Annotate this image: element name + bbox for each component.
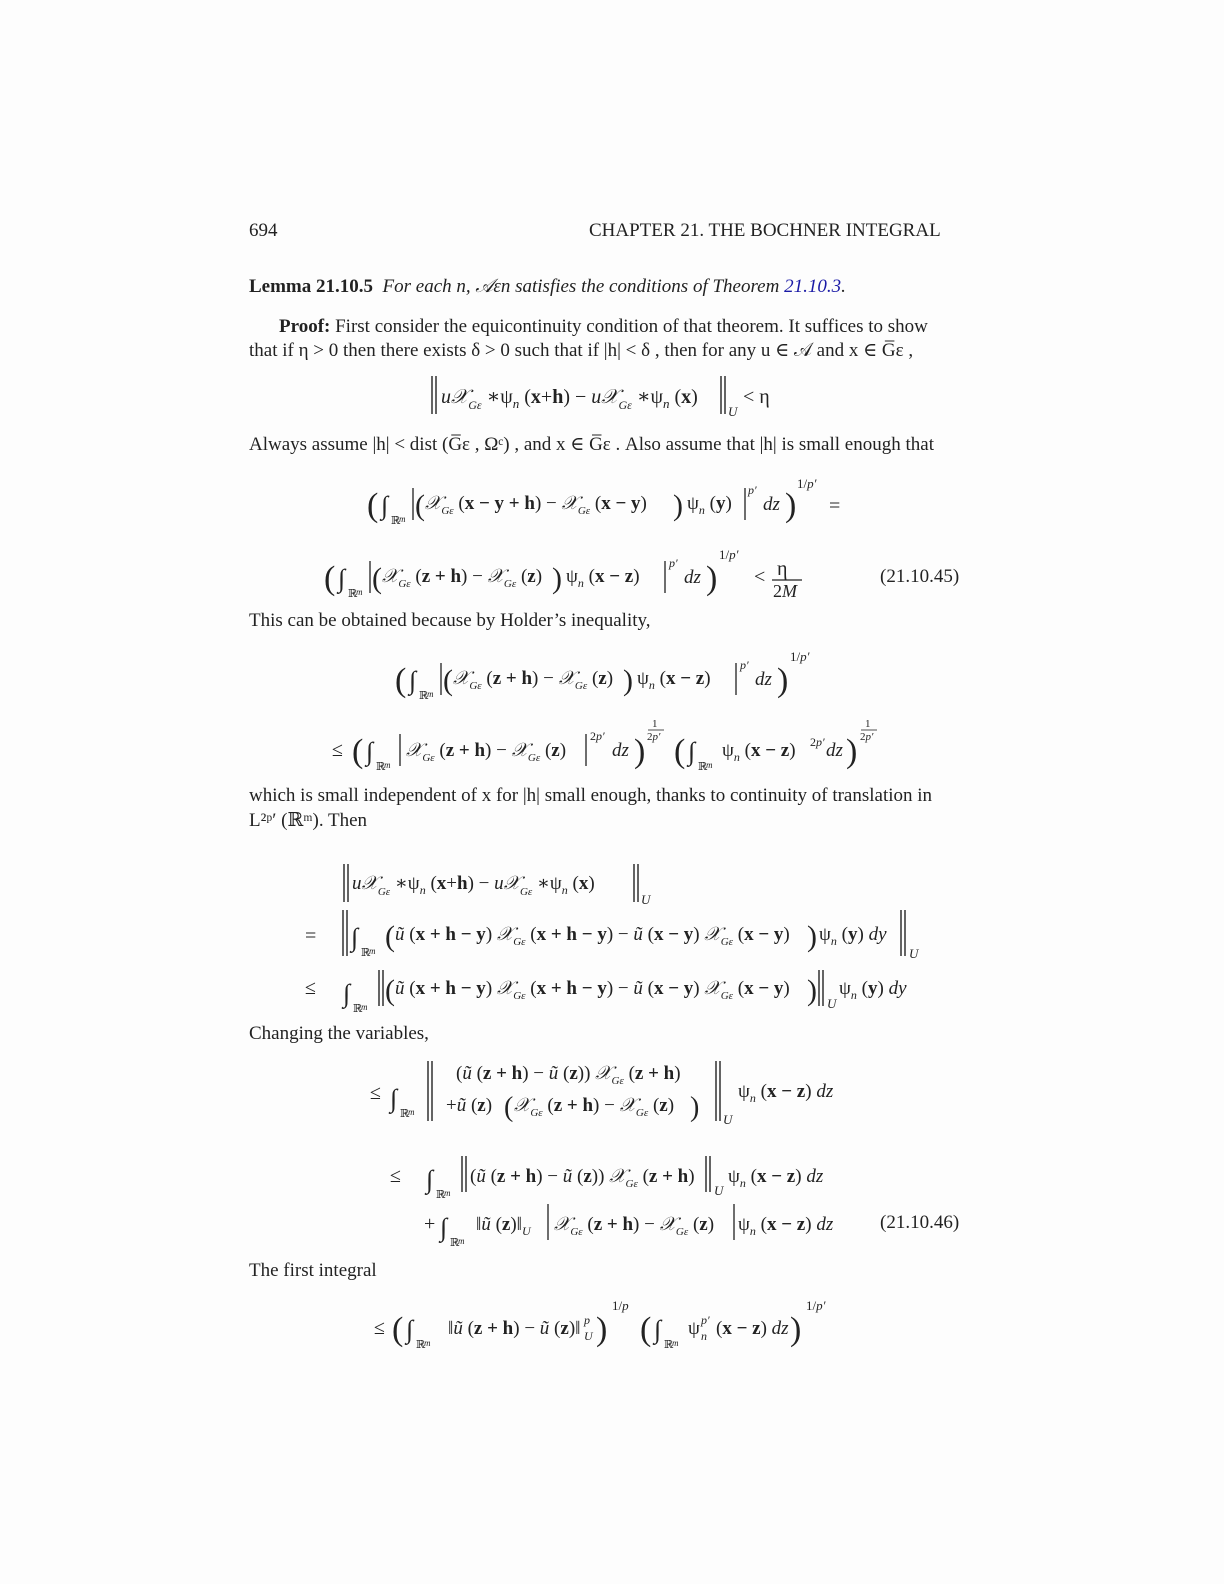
equation-11 [418, 1200, 858, 1252]
svg-text:u𝒳Gε ∗ψn (x+h) − u𝒳Gε ∗ψn (x: u𝒳$_{G\varepsilon}$ $∗\psi_n$ (x+h) − u𝒳$_{G\varepsilon}$ $∗\psi_n$ (x) [441, 386, 698, 412]
svg-text:ℝ: ℝ [436, 1189, 446, 1201]
svg-text:∫: ∫ [366, 737, 374, 766]
svg-text:ũ (x + h − y) 𝒳Gε (x + h − y): ũ (x + h − y) 𝒳$_{G\varepsilon}$ (x + h − y) − ũ (x − y) 𝒳$_{G\varepsilon}$ (x − y) [395, 924, 790, 948]
paragraph-first-integral: The first integral [249, 1260, 377, 1281]
svg-text:): ) [690, 1092, 700, 1123]
svg-text:2p′: 2p′ [647, 731, 661, 743]
svg-text:+ũ (z): +ũ (z) [446, 1095, 493, 1116]
equation-number-21-10-46: (21.10.46) [880, 1212, 960, 1233]
svg-text:ℝ: ℝ [391, 515, 401, 527]
proof-line-2: that if η > 0 then there exists δ > 0 such that if |h| < δ , then for any u ∈ 𝒜 and x ∈ G̅ε , [249, 340, 914, 361]
svg-text:(: ( [324, 560, 336, 597]
svg-text:U: U [723, 1112, 733, 1127]
svg-text:ψn (x − z) dz: $\psi_n$ (x − z) dz [738, 1081, 834, 1105]
svg-text:): ) [777, 662, 789, 699]
svg-text:∫: ∫ [409, 666, 417, 695]
running-header: CHAPTER 21. THE BOCHNER INTEGRAL [589, 220, 941, 241]
svg-text:1/p: 1/p [612, 1298, 629, 1313]
svg-text:(: ( [392, 1311, 404, 1348]
svg-text:(ũ (z + h) − ũ (z)) 𝒳Gε (z +: (ũ (z + h) − ũ (z)) 𝒳$_{G\varepsilon}$ (z + h) [470, 1166, 695, 1190]
svg-text:p′: p′ [740, 658, 749, 672]
svg-text:ψn (x − z) dz: $\psi_n$ (x − z) dz [738, 1214, 834, 1238]
lemma-label: Lemma 21.10.5 [249, 276, 374, 297]
svg-text:∫: ∫ [688, 737, 696, 766]
svg-text:<: < [754, 566, 766, 588]
svg-text:ψ: ψ [688, 1318, 700, 1339]
svg-text:dz: dz [763, 494, 780, 515]
svg-text:U: U [584, 1329, 593, 1343]
svg-text:1/p′: 1/p′ [790, 649, 810, 664]
svg-text:U: U [641, 892, 651, 907]
svg-text:=: = [305, 925, 317, 947]
svg-text:U: U [714, 1183, 724, 1198]
svg-text:m: m [672, 1338, 679, 1348]
svg-text:‖ũ (z)‖U: ‖ũ $(z)‖_U$ [476, 1214, 531, 1238]
svg-text:m: m [384, 760, 391, 770]
svg-text:𝒳Gε (z + h) − 𝒳Gε (z): 𝒳$_{G\varepsilon}$ (z + h) − 𝒳$_{G\varepsilon}$ (z) [406, 740, 567, 764]
svg-text:dz: dz [684, 567, 701, 588]
proof-line-1: Proof: First consider the equicontinuity condition of that theorem. It suffices to show [279, 316, 928, 337]
svg-text:): ) [790, 1311, 802, 1348]
svg-text:ℝ: ℝ [361, 947, 371, 959]
equation-12 [372, 1294, 852, 1360]
svg-text:ℝ: ℝ [698, 761, 708, 773]
svg-text:(x − z) dz: (x − z) dz [716, 1318, 789, 1339]
equation-6 [338, 862, 668, 908]
lemma-statement: Lemma 21.10.5 For each n, 𝒜εn satisfies the conditions of Theorem 21.10.3. [249, 276, 846, 297]
svg-text:m: m [706, 760, 713, 770]
svg-text:ψn (y) dy: $\psi_n$ (y) dy [839, 978, 907, 1002]
svg-text:2p′: 2p′ [860, 731, 874, 743]
svg-text:ψn (y) dy: $\psi_n$ (y) dy [819, 924, 887, 948]
svg-text:1/p′: 1/p′ [806, 1298, 826, 1313]
svg-text:m: m [369, 946, 376, 956]
svg-text:ℝ: ℝ [376, 761, 386, 773]
svg-text:∫: ∫ [343, 979, 351, 1008]
svg-text:∫: ∫ [381, 491, 389, 520]
svg-text:∫: ∫ [338, 564, 346, 593]
svg-text:m: m [361, 1002, 368, 1012]
svg-text:< η: < η [743, 386, 770, 408]
svg-text:): ) [706, 560, 718, 597]
svg-text:ψn (x − z): $\psi_n$ (x − z) [637, 668, 711, 692]
svg-text:2p′: 2p′ [590, 729, 605, 743]
svg-text:2p′: 2p′ [810, 735, 825, 749]
svg-text:(: ( [352, 733, 364, 770]
svg-text:(: ( [367, 487, 379, 524]
svg-text:(: ( [504, 1092, 514, 1123]
svg-text:(ũ (z + h) − ũ (z)) 𝒳Gε (z +: (ũ (z + h) − ũ (z)) 𝒳$_{G\varepsilon}$ (z + h) [456, 1063, 681, 1087]
svg-text:1: 1 [865, 718, 871, 730]
lemma-text: For each n, 𝒜εn satisfies the conditions of Theorem [382, 276, 785, 297]
proof-label: Proof: [279, 316, 331, 337]
svg-text:∫: ∫ [351, 923, 359, 952]
svg-text:2M: 2M [773, 581, 797, 601]
theorem-link[interactable]: 21.10.3 [784, 276, 842, 297]
svg-text:ℝ: ℝ [664, 1339, 674, 1351]
svg-text:≤: ≤ [370, 1082, 381, 1104]
svg-text:): ) [807, 974, 817, 1007]
equation-3 [322, 543, 812, 607]
svg-text:≤: ≤ [305, 977, 316, 999]
paragraph-small-independent-2: L²ᵖ′ (ℝᵐ). Then [249, 810, 368, 831]
svg-text:): ) [673, 489, 683, 522]
svg-text:ũ (x + h − y) 𝒳Gε (x + h − y): ũ (x + h − y) 𝒳$_{G\varepsilon}$ (x + h − y) − ũ (x − y) 𝒳$_{G\varepsilon}$ (x − y) [395, 978, 790, 1002]
svg-text:∫: ∫ [426, 1165, 434, 1194]
svg-text:): ) [596, 1311, 608, 1348]
page-number: 694 [249, 220, 278, 241]
svg-text:∫: ∫ [390, 1084, 398, 1113]
svg-text:m: m [427, 689, 434, 699]
svg-text:∫: ∫ [406, 1315, 414, 1344]
svg-text:(: ( [640, 1311, 652, 1348]
svg-text:dz: dz [826, 740, 843, 761]
svg-text:): ) [634, 733, 646, 770]
equation-8 [303, 962, 933, 1018]
svg-text:𝒳Gε (z + h) − 𝒳Gε (z): 𝒳$_{G\varepsilon}$ (z + h) − 𝒳$_{G\varepsilon}$ (z) [382, 566, 543, 590]
svg-text:): ) [846, 733, 858, 770]
svg-text:(: ( [385, 920, 395, 953]
svg-text:ψn (x − z) dz: $\psi_n$ (x − z) dz [728, 1166, 824, 1190]
svg-text:ψn (y): $\psi_n$ (y) [687, 493, 732, 517]
svg-text:dz: dz [612, 740, 629, 761]
svg-text:m: m [458, 1236, 465, 1246]
svg-text:(: ( [395, 662, 407, 699]
equation-7 [303, 906, 933, 962]
svg-text:ℝ: ℝ [348, 588, 358, 600]
svg-text:p: p [584, 1313, 590, 1327]
svg-text:p′: p′ [701, 1313, 710, 1327]
equation-number-21-10-45: (21.10.45) [880, 566, 960, 587]
svg-text:p′: p′ [669, 556, 678, 570]
svg-text:+: + [424, 1213, 436, 1235]
paragraph-holder: This can be obtained because by Holder’s inequality, [249, 610, 651, 631]
svg-text:(: ( [385, 974, 395, 1007]
svg-text:∫: ∫ [440, 1213, 448, 1242]
svg-text:(: ( [372, 562, 382, 595]
equation-4 [393, 645, 823, 709]
svg-text:ℝ: ℝ [419, 690, 429, 702]
paragraph-changing-variables: Changing the variables, [249, 1023, 429, 1044]
svg-text:𝒳Gε (z + h) − 𝒳Gε (z): 𝒳$_{G\varepsilon}$ (z + h) − 𝒳$_{G\varepsilon}$ (z) [514, 1095, 675, 1119]
svg-text:(: ( [415, 489, 425, 522]
svg-text:m: m [356, 587, 363, 597]
svg-text:ψn (x − z): $\psi_n$ (x − z) [722, 740, 796, 764]
equation-9 [368, 1057, 848, 1137]
svg-text:𝒳Gε (x − y + h) − 𝒳Gε (x − y: 𝒳$_{G\varepsilon}$ (x − y + h) − 𝒳$_{G\varepsilon}$ (x − y) [425, 493, 647, 517]
svg-text:): ) [552, 562, 562, 595]
svg-text:m: m [408, 1107, 415, 1117]
svg-text:u𝒳Gε ∗ψn (x+h) − u𝒳Gε ∗ψn (x: u𝒳$_{G\varepsilon}$ $∗\psi_n$ (x+h) − u𝒳$_{G\varepsilon}$ $∗\psi_n$ (x) [352, 873, 595, 898]
svg-text:p′: p′ [748, 483, 757, 497]
svg-text:ℝ: ℝ [400, 1108, 410, 1120]
paragraph-always-assume: Always assume |h| < dist (G̅ε , Ωᶜ) , and x ∈ G̅ε . Also assume that |h| is small enough that [249, 434, 934, 455]
equation-2 [365, 472, 855, 534]
svg-text:‖ũ (z + h) − ũ (z)‖: ‖ũ (z + h) − ũ (z)‖ [448, 1318, 581, 1339]
svg-text:≤: ≤ [390, 1165, 401, 1187]
svg-text:∫: ∫ [654, 1315, 662, 1344]
svg-text:η: η [777, 558, 788, 580]
paragraph-small-independent-1: which is small independent of x for |h| small enough, thanks to continuity of translation in [249, 785, 933, 806]
svg-text:): ) [623, 664, 633, 697]
svg-text:U: U [827, 996, 837, 1011]
svg-text:n: n [701, 1329, 707, 1343]
svg-text:𝒳Gε (z + h) − 𝒳Gε (z): 𝒳$_{G\varepsilon}$ (z + h) − 𝒳$_{G\varepsilon}$ (z) [453, 668, 614, 692]
svg-text:ℝ: ℝ [450, 1237, 460, 1249]
equation-5 [330, 716, 890, 782]
svg-text:dz: dz [755, 669, 772, 690]
svg-text:m: m [399, 514, 406, 524]
svg-text:ψn (x − z): $\psi_n$ (x − z) [566, 566, 640, 590]
svg-text:𝒳Gε (z + h) − 𝒳Gε (z): 𝒳$_{G\varepsilon}$ (z + h) − 𝒳$_{G\varepsilon}$ (z) [554, 1214, 715, 1238]
equation-10 [388, 1152, 858, 1204]
svg-text:(: ( [674, 733, 686, 770]
svg-text:ℝ: ℝ [416, 1339, 426, 1351]
svg-text:(: ( [443, 664, 453, 697]
svg-text:U: U [909, 946, 919, 961]
svg-text:1: 1 [652, 718, 658, 730]
svg-text:): ) [785, 487, 797, 524]
svg-text:≤: ≤ [374, 1317, 385, 1339]
svg-text:m: m [444, 1188, 451, 1198]
svg-text:U: U [728, 404, 738, 419]
svg-text:m: m [424, 1338, 431, 1348]
svg-text:=: = [829, 495, 841, 517]
svg-text:): ) [807, 920, 817, 953]
svg-text:1/p′: 1/p′ [797, 476, 817, 491]
svg-text:ℝ: ℝ [353, 1003, 363, 1015]
svg-text:1/p′: 1/p′ [719, 547, 739, 562]
equation-1 [425, 374, 805, 420]
svg-text:≤: ≤ [332, 739, 343, 761]
